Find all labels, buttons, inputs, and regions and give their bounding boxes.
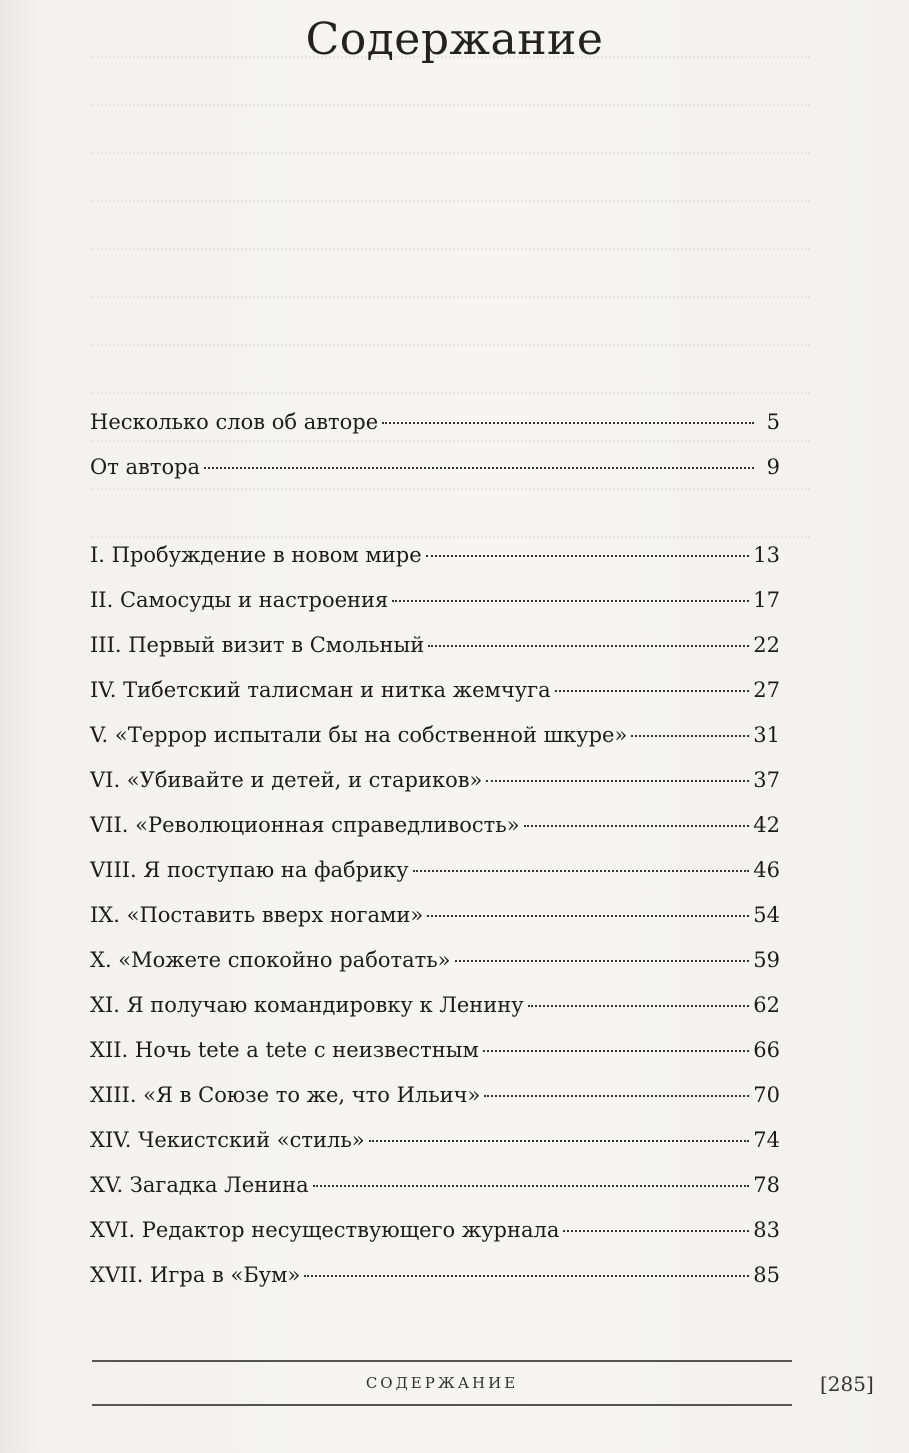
toc-entry-title: III. Первый визит в Смольный <box>90 633 425 657</box>
footer-bottom-rule <box>92 1404 792 1406</box>
toc-entry-title: I. Пробуждение в новом мире <box>90 543 422 567</box>
dot-leader <box>313 1185 750 1187</box>
toc-entry-page: 13 <box>753 543 780 567</box>
toc-chapter-list <box>90 543 780 1308</box>
toc-entry <box>90 1263 780 1308</box>
toc-entry-title: XIV. Чекистский «стиль» <box>90 1128 365 1152</box>
toc-entry-title: XVI. Редактор несуществующего журнала <box>90 1218 560 1242</box>
table-of-contents <box>90 410 780 1308</box>
toc-entry <box>90 633 780 678</box>
dot-leader <box>369 1140 750 1142</box>
toc-entry-title: IX. «Поставить вверх ногами» <box>90 903 424 927</box>
toc-entry-title: XV. Загадка Ленина <box>90 1173 309 1197</box>
toc-entry-page: 59 <box>753 948 780 972</box>
toc-entry-page: 17 <box>753 588 780 612</box>
toc-entry <box>90 1128 780 1173</box>
toc-entry <box>90 543 780 588</box>
toc-entry-page: 5 <box>766 410 780 434</box>
toc-entry-page: 74 <box>753 1128 780 1152</box>
toc-entry-title: V. «Террор испытали бы на собственной шкуре» <box>90 723 628 747</box>
toc-entry-title: VII. «Революционная справедливость» <box>90 813 520 837</box>
dot-leader <box>555 690 750 692</box>
toc-entry-page: 78 <box>753 1173 780 1197</box>
toc-entry <box>90 1173 780 1218</box>
dot-leader <box>413 870 750 872</box>
dot-leader <box>483 1050 749 1052</box>
toc-entry-page: 62 <box>753 993 780 1017</box>
toc-entry-title: X. «Можете спокойно работать» <box>90 948 451 972</box>
toc-entry-page: 37 <box>753 768 780 792</box>
toc-entry <box>90 455 780 500</box>
dot-leader <box>304 1275 749 1277</box>
dot-leader <box>426 555 750 557</box>
toc-entry-title: От автора <box>90 455 201 479</box>
toc-entry-title: IV. Тибетский талисман и нитка жемчуга <box>90 678 551 702</box>
toc-entry <box>90 678 780 723</box>
dot-leader <box>204 467 754 469</box>
toc-entry <box>90 993 780 1038</box>
toc-entry-page: 27 <box>753 678 780 702</box>
toc-entry <box>90 723 780 768</box>
toc-entry <box>90 858 780 903</box>
toc-entry-page: 31 <box>753 723 780 747</box>
toc-entry <box>90 1083 780 1128</box>
toc-entry-page: 83 <box>753 1218 780 1242</box>
toc-entry-title: VI. «Убивайте и детей, и стариков» <box>90 768 483 792</box>
toc-entry <box>90 948 780 993</box>
dot-leader <box>486 780 749 782</box>
toc-entry-title: VIII. Я поступаю на фабрику <box>90 858 409 882</box>
dot-leader <box>428 645 749 647</box>
dot-leader <box>484 1095 749 1097</box>
page-title: Содержание <box>305 14 604 65</box>
toc-entry <box>90 1038 780 1083</box>
toc-intro-list <box>90 410 780 500</box>
dot-leader <box>427 915 749 917</box>
toc-entry-page: 9 <box>766 455 780 479</box>
toc-entry-page: 22 <box>753 633 780 657</box>
toc-entry <box>90 588 780 633</box>
dot-leader <box>528 1005 750 1007</box>
toc-entry <box>90 1218 780 1263</box>
toc-entry <box>90 768 780 813</box>
running-footer-label: СОДЕРЖАНИЕ <box>365 1374 519 1392</box>
toc-entry-title: XII. Ночь tete a tete с неизвестным <box>90 1038 479 1062</box>
toc-entry-page: 70 <box>753 1083 780 1107</box>
toc-entry <box>90 410 780 455</box>
dot-leader <box>382 422 754 424</box>
toc-entry-page: 66 <box>753 1038 780 1062</box>
page-number: [285] <box>820 1372 874 1396</box>
dot-leader <box>631 735 749 737</box>
toc-entry-title: Несколько слов об авторе <box>90 410 379 434</box>
toc-entry <box>90 903 780 948</box>
toc-entry-page: 46 <box>753 858 780 882</box>
toc-entry-title: XIII. «Я в Союзе то же, что Ильич» <box>90 1083 481 1107</box>
dot-leader <box>392 600 749 602</box>
dot-leader <box>524 825 750 827</box>
toc-entry-page: 54 <box>753 903 780 927</box>
toc-entry-title: II. Самосуды и настроения <box>90 588 389 612</box>
dot-leader <box>563 1230 749 1232</box>
footer-top-rule <box>92 1360 792 1362</box>
toc-entry-page: 42 <box>753 813 780 837</box>
toc-entry <box>90 813 780 858</box>
toc-entry-title: XI. Я получаю командировку к Ленину <box>90 993 524 1017</box>
toc-entry-page: 85 <box>753 1263 780 1287</box>
dot-leader <box>455 960 750 962</box>
toc-entry-title: XVII. Игра в «Бум» <box>90 1263 301 1287</box>
